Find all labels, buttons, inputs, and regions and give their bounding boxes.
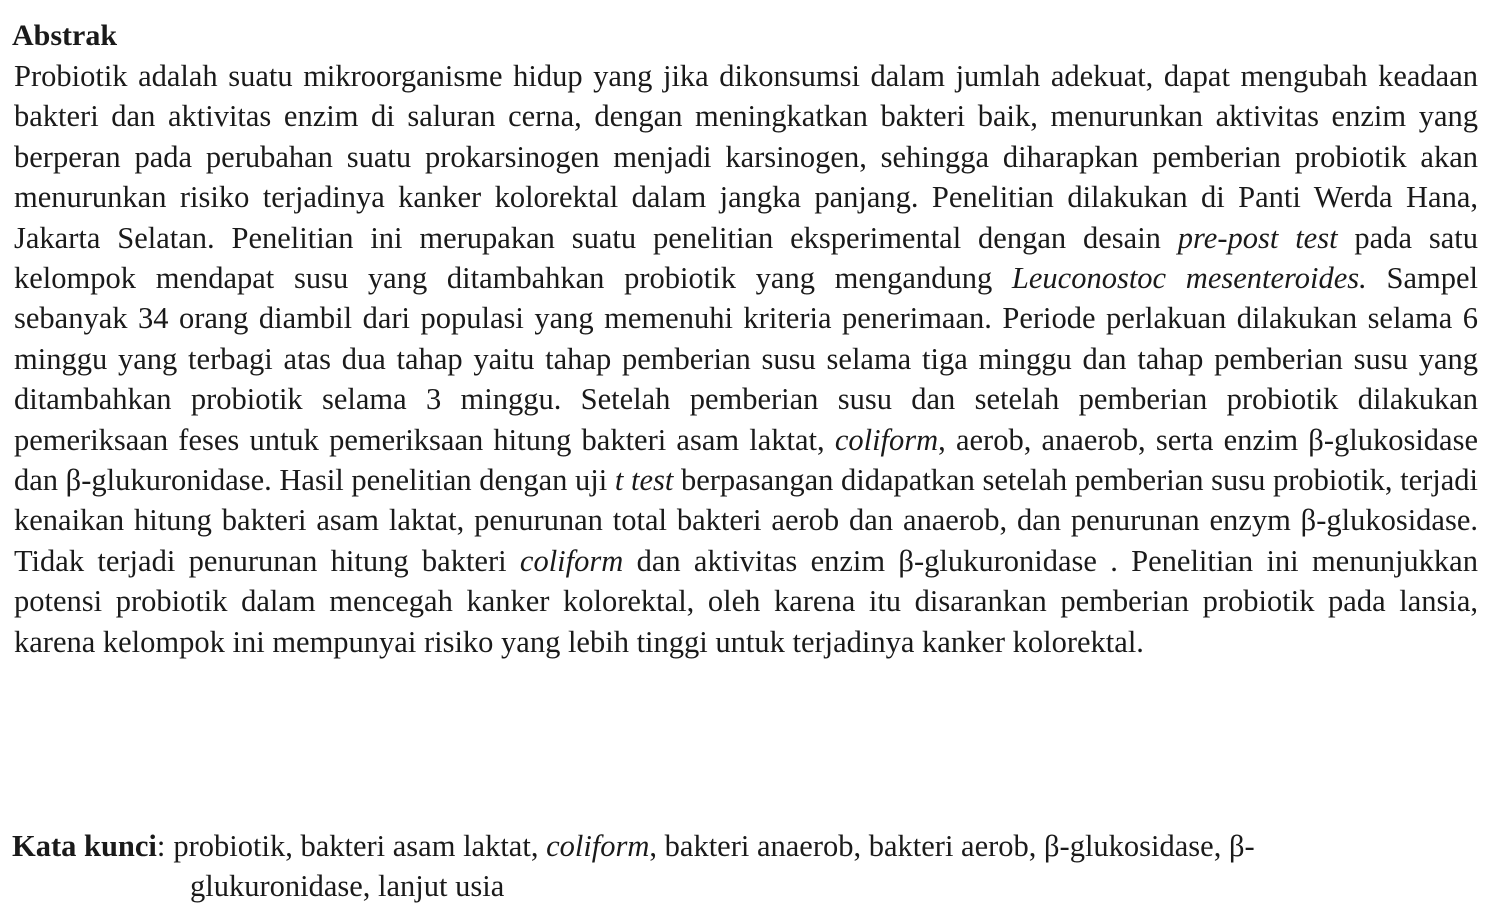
abstract-italic-term: Leuconostoc mesenteroides. [1011, 261, 1367, 296]
abstract-text: , aerob, anaerob, serta enzim β-glukosidase dan β-glukuronidase. Hasil penelitian dengan uji [14, 422, 1478, 498]
keyword-text: , bakteri anaerob, bakteri aerob, β-glukosidase, β- [649, 829, 1255, 863]
abstract-italic-term: coliform [834, 422, 939, 457]
abstract-italic-term: coliform [519, 543, 624, 578]
abstract-text: Sampel sebanyak 34 orang diambil dari populasi yang memenuhi kriteria penerimaan. Periode perlakuan dilakukan selama 6 minggu yang terbagi atas dua tahap yaitu tahap pemberian susu selama tiga minggu dan tahap pemberian susu yang ditambahkan probiotik selama 3 minggu. Setelah pemberian susu dan setelah pemberian probiotik dilakukan pemeriksaan feses untuk pemeriksaan hitung bakteri asam laktat, [14, 261, 1478, 457]
abstract-text: pada satu kelompok mendapat susu yang ditambahkan probiotik yang mengandung [14, 220, 1478, 296]
keyword-italic-term: coliform [546, 829, 650, 863]
abstract-text: berpasangan didapatkan setelah pemberian susu probiotik, terjadi kenaikan hitung bakteri asam laktat, penurunan total bakteri aerob dan anaerob, dan penurunan enzym β-glukosidase. Tidak terjadi penurunan hitung bakteri [14, 463, 1478, 578]
keyword-text: probiotik, bakteri asam laktat, [173, 829, 547, 863]
keywords-colon: : [156, 829, 166, 863]
abstract-text: Probiotik adalah suatu mikroorganisme hidup yang jika dikonsumsi dalam jumlah adekuat, dapat mengubah keadaan bakteri dan aktivitas enzim di saluran cerna, dengan meningkatkan bakteri baik, menurunkan aktivitas enzim yang berperan pada perubahan suatu prokarsinogen menjadi karsinogen, sehingga diharapkan pemberian probiotik akan menurunkan risiko terjadinya kanker kolorektal dalam jangka panjang. Penelitian dilakukan di Panti Werda Hana, Jakarta Selatan. Penelitian ini merupakan suatu penelitian eksperimental dengan desain [14, 59, 1478, 255]
abstract-heading: Abstrak [12, 19, 118, 52]
abstract-body [14, 56, 1478, 662]
keywords-section [12, 826, 1482, 906]
keywords-continuation: glukuronidase, lanjut usia [190, 869, 505, 903]
keywords-first-line [12, 826, 1482, 866]
keywords-list [165, 826, 1254, 866]
abstract-italic-term: pre-post test [1177, 220, 1338, 255]
abstract-italic-term: t test [614, 463, 674, 498]
abstract-text: dan aktivitas enzim β-glukuronidase . Penelitian ini menunjukkan potensi probiotik dalam mencegah kanker kolorektal, oleh karena itu disarankan pemberian probiotik pada lansia, karena kelompok ini mempunyai risiko yang lebih tinggi untuk terjadinya kanker kolorektal. [14, 543, 1478, 659]
keywords-label: Kata kunci [12, 829, 157, 863]
